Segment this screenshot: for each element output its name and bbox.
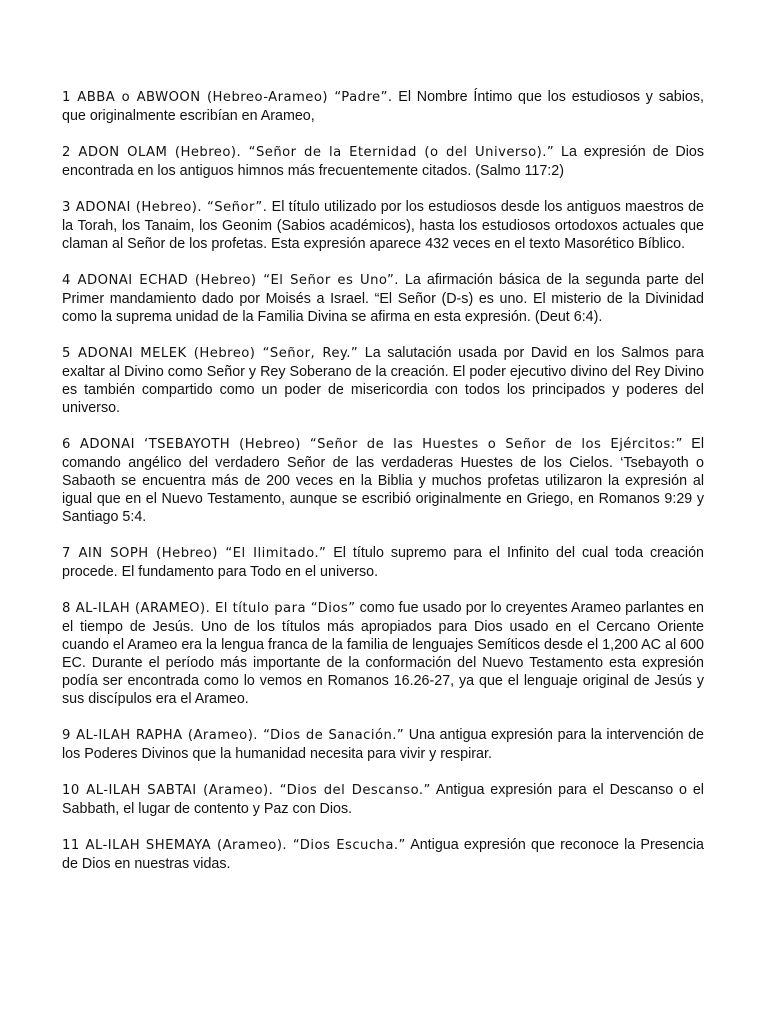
entry-3 (62, 198, 704, 253)
entry-11 (62, 836, 704, 873)
entry-9-text: Una antigua expresión para la intervención de los Poderes Divinos que la humanidad necesita para vivir y respirar. (62, 727, 704, 762)
entry-5-heading: 5 ADONAI MELEK (Hebreo) “Señor, Rey.” (62, 346, 359, 361)
entry-6-text: El comando angélico del verdadero Señor de las verdaderas Huestes de los Cielos. ‘Tsebayoth o Sabaoth se encuentra más de 200 veces en la Biblia y muchos profetas utilizaron la expresión al igual que en el Nuevo Testamento, aunque se escribió originalmente en Griego, en Romanos 9:29 y Santiago 5:4. (62, 436, 704, 525)
entry-10 (62, 781, 704, 818)
entry-6-heading: 6 ADONAI ‘TSEBAYOTH (Hebreo) “Señor de las Huestes o Señor de los Ejércitos:” (62, 437, 683, 452)
entry-2-text: La expresión de Dios encontrada en los antiguos himnos más frecuentemente citados. (Salmo 117:2) (62, 144, 704, 179)
entry-3-text: El título utilizado por los estudiosos desde los antiguos maestros de la Torah, los Tanaim, los Geonim (Sabios académicos), hasta los estudiosos ortodoxos actuales que claman al Señor de los profetas. Esta expresión aparece 432 veces en el texto Masorético Bíblico. (62, 199, 705, 252)
entry-5-text: La salutación usada por David en los Salmos para exaltar al Divino como Señor y Rey Soberano de la creación. El poder ejecutivo divino del Rey Divino es también compartido como un poder de misericordia con todos los principados y poderes del universo. (62, 345, 705, 416)
entry-1-heading: 1 ABBA o ABWOON (Hebreo-Arameo) “Padre”. (62, 90, 393, 105)
entry-9 (62, 726, 704, 763)
entry-2 (62, 143, 704, 180)
entry-1-text: El Nombre Íntimo que los estudiosos y sabios, que originalmente escribían en Arameo, (62, 89, 705, 124)
entry-6 (62, 435, 704, 526)
entry-11-heading: 11 AL-ILAH SHEMAYA (Arameo). “Dios Escucha.” (62, 838, 406, 853)
entry-1 (62, 88, 704, 125)
entry-10-heading: 10 AL-ILAH SABTAI (Arameo). “Dios del Descanso.” (62, 783, 431, 798)
entry-5 (62, 344, 704, 417)
entry-4 (62, 271, 704, 326)
entry-8-text: como fue usado por lo creyentes Arameo parlantes en el tiempo de Jesús. Uno de los títulos más apropiados para Dios usado en el Cercano Oriente cuando el Arameo era la lengua franca de la familia de lenguajes Semíticos desde el 1,200 AC al 600 EC. Durante el período más importante de la conformación del Nuevo Testamento esta expresión podía ser encontrada como lo vemos en Romanos 16.26-27, ya que el lenguaje original de Jesús y sus discípulos era el Arameo. (62, 600, 704, 707)
entry-9-heading: 9 AL-ILAH RAPHA (Arameo). “Dios de Sanación.” (62, 728, 405, 743)
document-page (62, 88, 704, 891)
entry-3-heading: 3 ADONAI (Hebreo). “Señor”. (62, 200, 268, 215)
entry-2-heading: 2 ADON OLAM (Hebreo). “Señor de la Eternidad (o del Universo).” (62, 145, 555, 160)
entry-7 (62, 544, 704, 581)
entry-8-heading: 8 AL-ILAH (ARAMEO). El título para “Dios” (62, 601, 356, 616)
entry-7-text: El título supremo para el Infinito del cual toda creación procede. El fundamento para Todo en el universo. (62, 545, 704, 580)
entry-4-text: La afirmación básica de la segunda parte del Primer mandamiento dado por Moisés a Israel. “El Señor (D-s) es uno. El misterio de la Divinidad como la suprema unidad de la Familia Divina se afirma en esta expresión. (Deut 6:4). (62, 272, 704, 325)
entry-7-heading: 7 AIN SOPH (Hebreo) “El Ilimitado.” (62, 546, 327, 561)
entry-10-text: Antigua expresión para el Descanso o el Sabbath, el lugar de contento y Paz con Dios. (62, 782, 704, 817)
entry-4-heading: 4 ADONAI ECHAD (Hebreo) “El Señor es Uno”. (62, 273, 399, 288)
entry-8 (62, 599, 704, 708)
entry-11-text: Antigua expresión que reconoce la Presencia de Dios en nuestras vidas. (62, 837, 704, 872)
